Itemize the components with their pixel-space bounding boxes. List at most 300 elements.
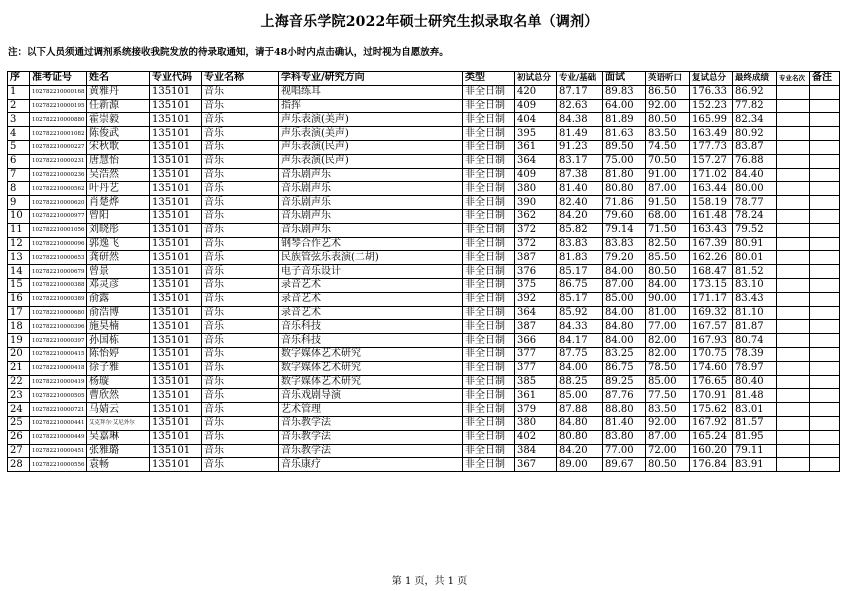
table-cell: 83.43 (733, 292, 777, 306)
table-cell: 音乐 (202, 99, 279, 113)
table-cell: 161.48 (690, 209, 733, 223)
table-cell: 176.65 (690, 375, 733, 389)
table-cell: 龚研然 (87, 251, 150, 265)
table-cell: 非全日制 (463, 320, 515, 334)
table-cell: 91.00 (646, 168, 690, 182)
table-cell: 1 (8, 85, 30, 99)
table-cell: 音乐 (202, 223, 279, 237)
table-cell (777, 113, 810, 127)
table-cell: 12 (8, 237, 30, 251)
table-cell: 173.15 (690, 278, 733, 292)
table-row (8, 416, 840, 430)
table-cell: 82.00 (646, 334, 690, 348)
table-cell: 80.01 (733, 251, 777, 265)
table-cell: 非全日制 (463, 196, 515, 210)
table-cell: 78.97 (733, 361, 777, 375)
table-cell: 曾阳 (87, 209, 150, 223)
table-cell: 14 (8, 265, 30, 279)
table-cell: 158.19 (690, 196, 733, 210)
table-cell: 92.00 (646, 416, 690, 430)
table-cell: 77.50 (646, 389, 690, 403)
table-row (8, 154, 840, 168)
table-cell (777, 223, 810, 237)
table-cell: 135101 (150, 168, 202, 182)
table-cell: 声乐表演(美声) (279, 127, 463, 141)
table-cell: 音乐 (202, 196, 279, 210)
table-cell: 102782210000389 (30, 292, 87, 306)
table-cell: 非全日制 (463, 209, 515, 223)
table-cell: 霍崇毅 (87, 113, 150, 127)
table-cell: 174.60 (690, 361, 733, 375)
table-cell: 曹欣然 (87, 389, 150, 403)
table-cell: 张雅璐 (87, 444, 150, 458)
table-cell: 87.88 (557, 403, 603, 417)
table-cell: 80.50 (646, 458, 690, 472)
table-cell: 375 (515, 278, 557, 292)
table-cell: 非全日制 (463, 361, 515, 375)
table-row (8, 347, 840, 361)
table-cell: 音乐 (202, 278, 279, 292)
table-cell: 135101 (150, 237, 202, 251)
table-row (8, 140, 840, 154)
table-cell: 170.75 (690, 347, 733, 361)
table-cell (810, 416, 840, 430)
table-cell: 78.77 (733, 196, 777, 210)
table-cell: 409 (515, 168, 557, 182)
table-cell: 379 (515, 403, 557, 417)
table-cell: 22 (8, 375, 30, 389)
header-cell: 准考证号 (30, 72, 87, 86)
table-cell: 85.17 (557, 265, 603, 279)
table-cell: 135101 (150, 154, 202, 168)
table-cell: 84.00 (646, 278, 690, 292)
table-cell: 非全日制 (463, 347, 515, 361)
table-cell: 163.44 (690, 182, 733, 196)
table-cell: 177.73 (690, 140, 733, 154)
page-title: 上海音乐学院2022年硕士研究生拟录取名单（调剂） (260, 14, 599, 30)
table-cell: 135101 (150, 361, 202, 375)
table-cell: 7 (8, 168, 30, 182)
table-cell: 385 (515, 375, 557, 389)
table-cell: 135101 (150, 127, 202, 141)
table-cell (777, 154, 810, 168)
table-cell (810, 389, 840, 403)
table-cell: 13 (8, 251, 30, 265)
table-cell: 135101 (150, 292, 202, 306)
header-cell: 专业代码 (150, 72, 202, 86)
table-cell: 非全日制 (463, 99, 515, 113)
table-cell: 黄雅丹 (87, 85, 150, 99)
table-cell: 135101 (150, 375, 202, 389)
table-cell: 83.50 (646, 127, 690, 141)
table-row (8, 209, 840, 223)
table-cell: 钢琴合作艺术 (279, 237, 463, 251)
table-cell (810, 85, 840, 99)
table-cell (777, 85, 810, 99)
table-cell (810, 334, 840, 348)
table-cell: 169.32 (690, 306, 733, 320)
table-cell (777, 265, 810, 279)
table-cell: 79.60 (603, 209, 646, 223)
admission-table (7, 71, 840, 472)
table-cell: 音乐 (202, 306, 279, 320)
table-cell: 89.67 (603, 458, 646, 472)
table-cell: 135101 (150, 209, 202, 223)
table-cell: 165.24 (690, 430, 733, 444)
table-cell: 81.80 (603, 168, 646, 182)
table-row (8, 182, 840, 196)
table-cell: 83.83 (603, 237, 646, 251)
table-row (8, 237, 840, 251)
table-cell: 施昊楠 (87, 320, 150, 334)
table-cell: 音乐 (202, 458, 279, 472)
table-cell: 非全日制 (463, 182, 515, 196)
table-cell (810, 196, 840, 210)
table-row (8, 403, 840, 417)
table-cell: 135101 (150, 113, 202, 127)
table-cell: 84.33 (557, 320, 603, 334)
table-cell: 135101 (150, 278, 202, 292)
table-cell: 102782210000388 (30, 278, 87, 292)
table-cell: 372 (515, 223, 557, 237)
table-cell: 85.00 (646, 375, 690, 389)
table-cell: 78.50 (646, 361, 690, 375)
table-cell: 167.92 (690, 416, 733, 430)
table-cell (810, 237, 840, 251)
table-cell: 84.00 (603, 265, 646, 279)
table-cell: 135101 (150, 223, 202, 237)
table-cell (777, 361, 810, 375)
table-cell: 2 (8, 99, 30, 113)
table-cell: 81.83 (557, 251, 603, 265)
table-cell: 77.00 (646, 320, 690, 334)
table-cell: 86.92 (733, 85, 777, 99)
table-cell: 102782210000505 (30, 389, 87, 403)
table-cell: 录音艺术 (279, 306, 463, 320)
table-cell: 135101 (150, 320, 202, 334)
header-cell: 初试总分 (515, 72, 557, 86)
table-cell: 音乐 (202, 237, 279, 251)
table-cell: 音乐 (202, 320, 279, 334)
table-cell: 135101 (150, 251, 202, 265)
table-cell: 361 (515, 140, 557, 154)
table-cell: 27 (8, 444, 30, 458)
table-cell: 135101 (150, 99, 202, 113)
table-cell: 135101 (150, 196, 202, 210)
table-cell: 数字媒体艺术研究 (279, 347, 463, 361)
table-cell: 102782210000168 (30, 85, 87, 99)
table-cell: 28 (8, 458, 30, 472)
table-cell (777, 416, 810, 430)
table-cell: 音乐 (202, 375, 279, 389)
table-cell (810, 113, 840, 127)
table-row (8, 444, 840, 458)
table-cell: 102782210000679 (30, 265, 87, 279)
table-cell: 402 (515, 430, 557, 444)
table-cell: 10 (8, 209, 30, 223)
table-cell: 85.50 (646, 251, 690, 265)
table-cell: 83.25 (603, 347, 646, 361)
table-cell (810, 361, 840, 375)
header-cell: 类型 (463, 72, 515, 86)
table-cell: 170.91 (690, 389, 733, 403)
table-cell: 135101 (150, 403, 202, 417)
table-cell: 88.80 (603, 403, 646, 417)
table-cell: 90.00 (646, 292, 690, 306)
table-cell (777, 140, 810, 154)
table-cell (777, 292, 810, 306)
table-cell: 音乐 (202, 154, 279, 168)
table-cell: 102782210000451 (30, 444, 87, 458)
table-cell: 135101 (150, 444, 202, 458)
table-cell: 音乐 (202, 265, 279, 279)
table-cell (777, 278, 810, 292)
header-cell: 英语听口 (646, 72, 690, 86)
table-cell: 85.82 (557, 223, 603, 237)
table-cell: 152.23 (690, 99, 733, 113)
table-cell: 366 (515, 334, 557, 348)
table-cell: 非全日制 (463, 265, 515, 279)
table-cell: 87.00 (603, 278, 646, 292)
table-cell: 84.00 (603, 334, 646, 348)
table-cell: 非全日制 (463, 306, 515, 320)
table-cell: 83.01 (733, 403, 777, 417)
table-cell: 非全日制 (463, 140, 515, 154)
table-cell: 392 (515, 292, 557, 306)
table-cell: 79.11 (733, 444, 777, 458)
table-cell: 78.39 (733, 347, 777, 361)
table-cell: 23 (8, 389, 30, 403)
table-cell: 92.00 (646, 99, 690, 113)
table-cell: 89.25 (603, 375, 646, 389)
table-cell: 163.49 (690, 127, 733, 141)
table-cell: 71.50 (646, 223, 690, 237)
table-cell: 395 (515, 127, 557, 141)
table-cell: 15 (8, 278, 30, 292)
table-row (8, 251, 840, 265)
table-cell (777, 347, 810, 361)
table-cell: 84.17 (557, 334, 603, 348)
table-row (8, 223, 840, 237)
table-cell: 25 (8, 416, 30, 430)
table-cell (810, 444, 840, 458)
table-cell: 声乐表演(美声) (279, 113, 463, 127)
table-cell: 81.89 (603, 113, 646, 127)
table-cell: 102782210001056 (30, 223, 87, 237)
table-cell: 77.82 (733, 99, 777, 113)
table-cell (777, 403, 810, 417)
table-cell: 非全日制 (463, 444, 515, 458)
table-cell: 89.83 (603, 85, 646, 99)
table-cell: 孙国栋 (87, 334, 150, 348)
header-cell: 复试总分 (690, 72, 733, 86)
table-cell: 9 (8, 196, 30, 210)
table-cell: 157.27 (690, 154, 733, 168)
table-cell: 81.40 (603, 416, 646, 430)
table-cell: 84.80 (557, 416, 603, 430)
table-cell: 8 (8, 182, 30, 196)
table-cell (810, 223, 840, 237)
table-cell: 录音艺术 (279, 292, 463, 306)
table-cell: 音乐 (202, 361, 279, 375)
table-cell: 85.92 (557, 306, 603, 320)
table-cell (810, 292, 840, 306)
table-cell: 135101 (150, 430, 202, 444)
header-cell: 专业/基础 (557, 72, 603, 86)
table-cell: 102782210000449 (30, 430, 87, 444)
table-cell: 87.38 (557, 168, 603, 182)
table-cell (777, 209, 810, 223)
table-cell (777, 251, 810, 265)
table-cell: 102782210000418 (30, 361, 87, 375)
table-cell: 77.00 (603, 444, 646, 458)
table-cell: 81.10 (733, 306, 777, 320)
table-cell: 83.17 (557, 154, 603, 168)
table-row (8, 99, 840, 113)
table-cell: 非全日制 (463, 278, 515, 292)
table-cell: 70.50 (646, 154, 690, 168)
table-cell: 87.76 (603, 389, 646, 403)
table-cell: 徐子雅 (87, 361, 150, 375)
table-cell (777, 334, 810, 348)
table-cell: 21 (8, 361, 30, 375)
table-row (8, 85, 840, 99)
table-cell (810, 127, 840, 141)
table-cell: 艾克拜尔·艾尼外尔 (87, 416, 150, 430)
table-cell: 曾景 (87, 265, 150, 279)
table-cell: 3 (8, 113, 30, 127)
table-row (8, 306, 840, 320)
table-cell (810, 209, 840, 223)
table-cell: 76.88 (733, 154, 777, 168)
table-cell: 任新源 (87, 99, 150, 113)
table-cell (777, 237, 810, 251)
table-cell: 音乐 (202, 334, 279, 348)
table-cell: 音乐教学法 (279, 444, 463, 458)
table-cell: 19 (8, 334, 30, 348)
table-header-row (8, 72, 840, 86)
table-cell: 音乐教学法 (279, 416, 463, 430)
table-cell: 80.92 (733, 127, 777, 141)
table-cell: 102782210000195 (30, 99, 87, 113)
table-cell: 81.52 (733, 265, 777, 279)
table-cell: 唐慧怡 (87, 154, 150, 168)
table-cell: 声乐表演(民声) (279, 154, 463, 168)
table-cell: 音乐 (202, 113, 279, 127)
table-cell: 非全日制 (463, 403, 515, 417)
table-cell: 80.80 (603, 182, 646, 196)
table-cell: 83.10 (733, 278, 777, 292)
table-cell: 84.00 (557, 361, 603, 375)
table-cell: 17 (8, 306, 30, 320)
table-cell: 82.00 (646, 347, 690, 361)
table-cell: 音乐 (202, 403, 279, 417)
table-cell: 82.34 (733, 113, 777, 127)
table-cell: 音乐剧声乐 (279, 182, 463, 196)
page-footer: 第 1 页，共 1 页 (391, 576, 468, 587)
table-cell: 音乐剧声乐 (279, 168, 463, 182)
table-cell: 85.00 (603, 292, 646, 306)
table-cell: 102782210000096 (30, 237, 87, 251)
header-cell: 最终成绩 (733, 72, 777, 86)
table-cell: 102782210000231 (30, 154, 87, 168)
table-cell: 刘晓彤 (87, 223, 150, 237)
table-cell: 135101 (150, 85, 202, 99)
table-cell (777, 182, 810, 196)
table-cell: 俞露 (87, 292, 150, 306)
table-cell: 84.00 (603, 306, 646, 320)
table-cell: 陈怡婷 (87, 347, 150, 361)
table-cell: 84.20 (557, 209, 603, 223)
table-cell: 非全日制 (463, 334, 515, 348)
table-cell (810, 154, 840, 168)
table-cell: 81.87 (733, 320, 777, 334)
table-cell (777, 168, 810, 182)
table-cell: 85.00 (557, 389, 603, 403)
table-row (8, 458, 840, 472)
table-cell: 肖楚烨 (87, 196, 150, 210)
table-cell: 79.14 (603, 223, 646, 237)
table-cell: 102782210000397 (30, 334, 87, 348)
header-cell: 学科专业/研究方向 (279, 72, 463, 86)
table-cell: 音乐科技 (279, 334, 463, 348)
table-cell: 音乐科技 (279, 320, 463, 334)
table-row (8, 196, 840, 210)
table-cell: 135101 (150, 265, 202, 279)
table-cell: 80.74 (733, 334, 777, 348)
header-cell: 专业名称 (202, 72, 279, 86)
table-cell: 80.40 (733, 375, 777, 389)
table-cell: 音乐 (202, 292, 279, 306)
table-cell: 81.40 (557, 182, 603, 196)
table-cell: 非全日制 (463, 416, 515, 430)
table-cell: 指挥 (279, 99, 463, 113)
table-cell: 俞浩博 (87, 306, 150, 320)
table-cell (777, 99, 810, 113)
table-cell (810, 458, 840, 472)
table-cell: 音乐 (202, 430, 279, 444)
table-cell: 362 (515, 209, 557, 223)
table-cell (777, 389, 810, 403)
table-cell: 音乐 (202, 140, 279, 154)
table-cell: 102782210000236 (30, 168, 87, 182)
table-cell (777, 375, 810, 389)
table-cell: 135101 (150, 347, 202, 361)
table-cell: 非全日制 (463, 292, 515, 306)
table-cell: 171.02 (690, 168, 733, 182)
table-cell: 81.00 (646, 306, 690, 320)
table-cell: 75.00 (603, 154, 646, 168)
table-cell: 音乐 (202, 347, 279, 361)
table-cell: 11 (8, 223, 30, 237)
table-cell: 89.00 (557, 458, 603, 472)
table-cell: 叶丹艺 (87, 182, 150, 196)
table-cell: 176.84 (690, 458, 733, 472)
table-cell: 84.38 (557, 113, 603, 127)
table-row (8, 127, 840, 141)
table-cell: 非全日制 (463, 113, 515, 127)
table-row (8, 430, 840, 444)
table-cell: 24 (8, 403, 30, 417)
table-cell: 音乐剧声乐 (279, 223, 463, 237)
table-cell (810, 403, 840, 417)
table-cell: 音乐戏剧导演 (279, 389, 463, 403)
table-cell: 音乐 (202, 182, 279, 196)
table-cell: 80.80 (557, 430, 603, 444)
table-cell: 175.62 (690, 403, 733, 417)
table-row (8, 113, 840, 127)
table-cell: 87.17 (557, 85, 603, 99)
